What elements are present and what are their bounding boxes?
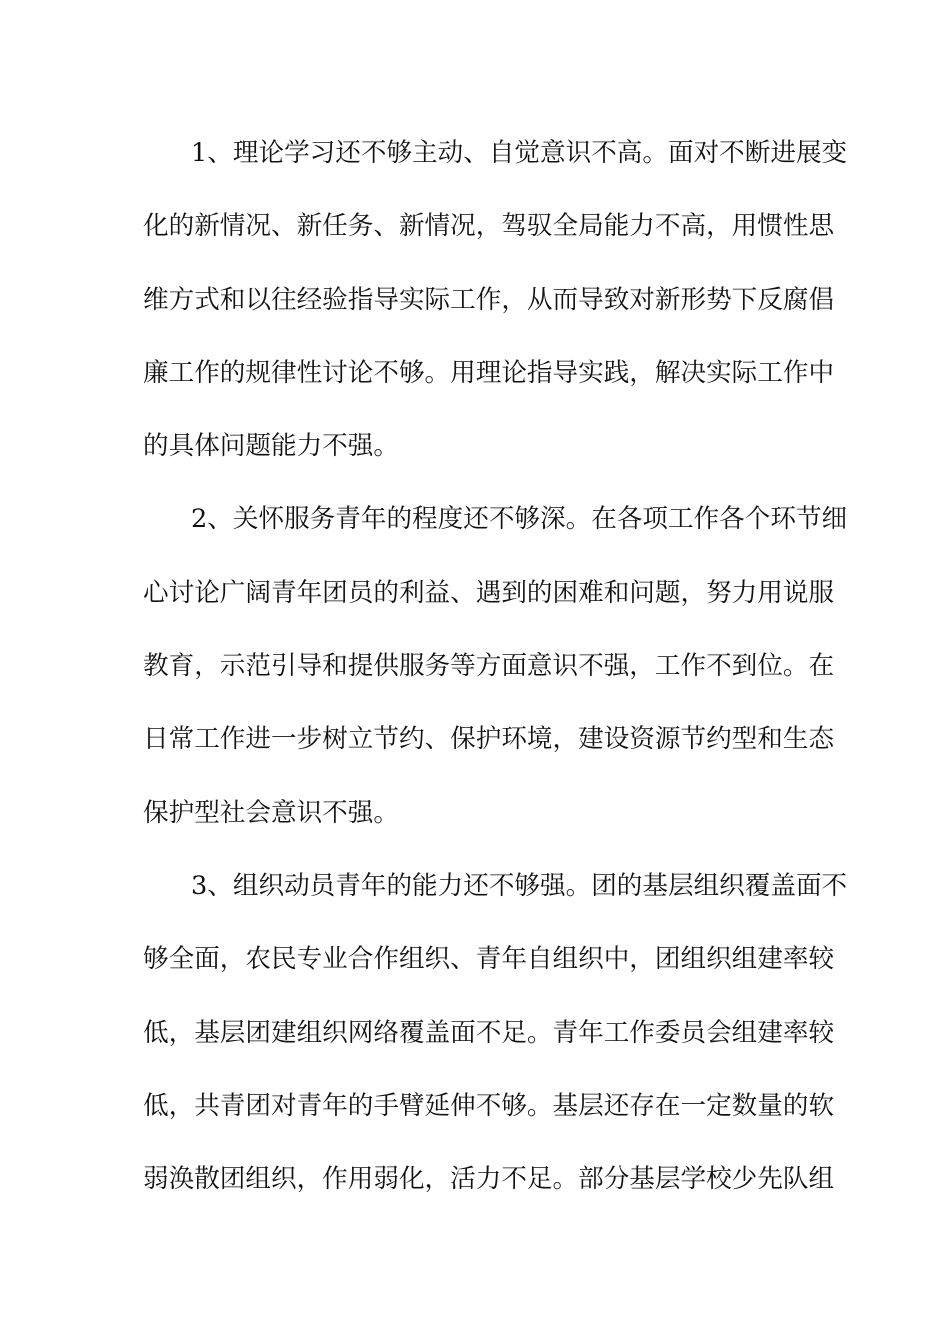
text-line: 够全面，农民专业合作组织、青年自组织中，团组织组建率较 [143,944,835,975]
text-line: 的具体问题能力不强。 [143,431,399,462]
text-line: 化的新情况、新任务、新情况，驾驭全局能力不高，用惯性思 [143,211,835,242]
paragraph-1 [143,126,848,492]
document-body [143,126,848,1225]
text-line: 廉工作的规律性讨论不够。用理论指导实践，解决实际工作中 [143,357,835,388]
text-line: 心讨论广阔青年团员的利益、遇到的困难和问题，努力用说服 [143,577,835,608]
text-line: 1、理论学习还不够主动、自觉意识不高。面对不断进展变 [191,138,848,168]
text-line: 教育，示范引导和提供服务等方面意识不强，工作不到位。在 [143,651,835,682]
text-line: 日常工作进一步树立节约、保护环境，建设资源节约型和生态 [143,724,835,755]
paragraph-3 [143,859,848,1225]
text-line: 2、关怀服务青年的程度还不够深。在各项工作各个环节细 [191,504,848,535]
text-line: 弱涣散团组织，作用弱化，活力不足。部分基层学校少先队组 [143,1164,835,1195]
text-line: 低，基层团建组织网络覆盖面不足。青年工作委员会组建率较 [143,1017,835,1048]
text-line: 3、组织动员青年的能力还不够强。团的基层组织覆盖面不 [191,870,848,901]
paragraph-2 [143,492,848,858]
text-line: 维方式和以往经验指导实际工作，从而导致对新形势下反腐倡 [143,284,835,315]
text-line: 低，共青团对青年的手臂延伸不够。基层还存在一定数量的软 [143,1090,835,1121]
text-line: 保护型社会意识不强。 [143,797,399,828]
